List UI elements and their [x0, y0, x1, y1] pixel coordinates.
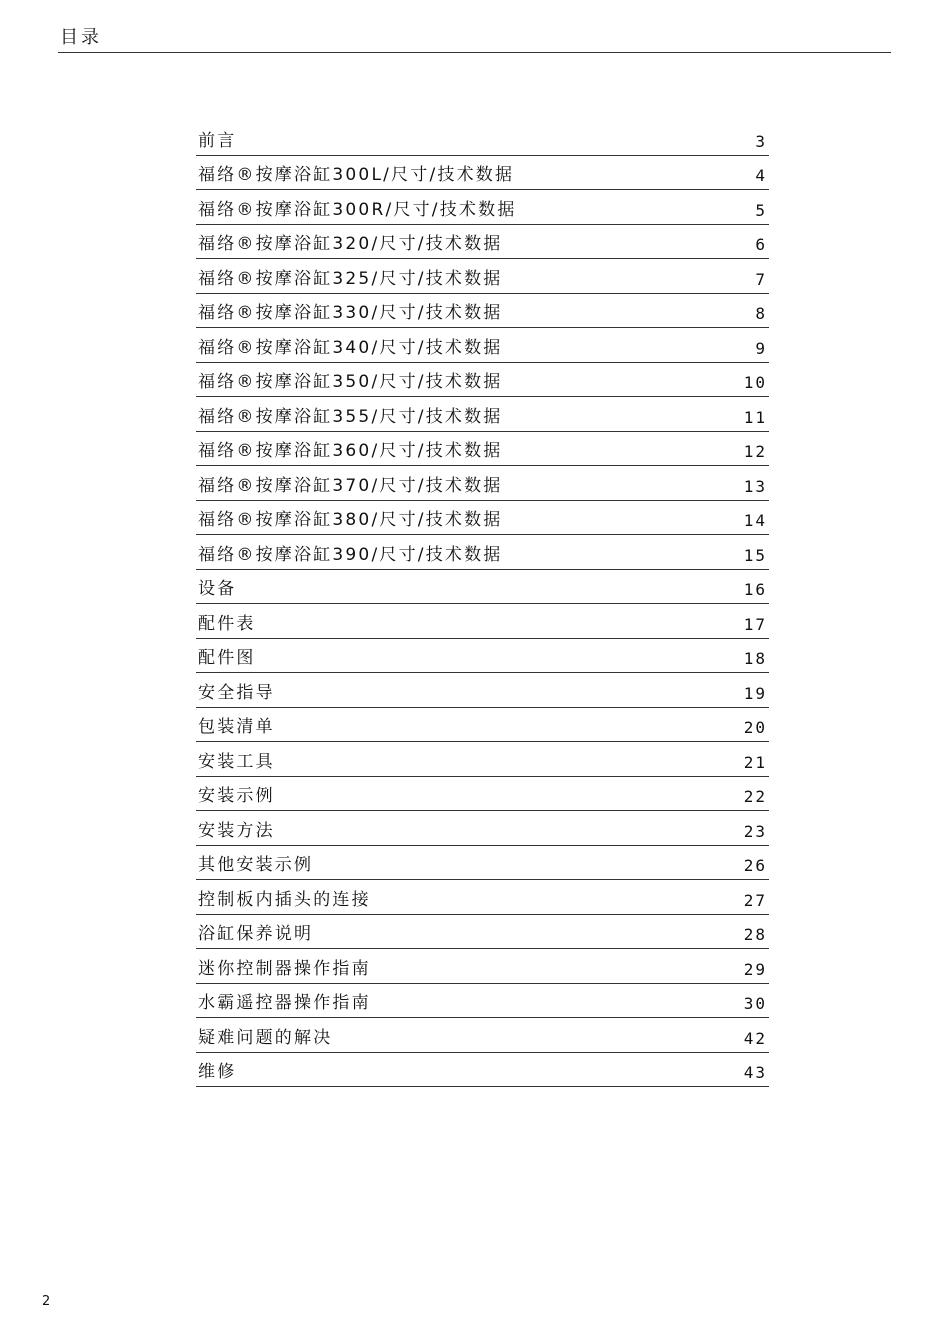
toc-row[interactable] [196, 363, 769, 398]
toc-row[interactable] [196, 984, 769, 1019]
toc-entry-label: 福络®按摩浴缸380/尺寸/技术数据 [198, 510, 503, 530]
toc-entry-page: 6 [755, 235, 767, 254]
page-title: 目录 [60, 27, 102, 48]
toc-entry-page: 11 [743, 407, 767, 427]
toc-entry-label: 其他安装示例 [198, 855, 314, 875]
toc-entry-label: 维修 [198, 1062, 237, 1082]
toc-row[interactable] [196, 846, 769, 881]
toc-entry-label: 安装工具 [198, 751, 275, 772]
toc-entry-page: 9 [755, 338, 767, 358]
toc-row[interactable] [196, 190, 769, 225]
toc-entry-label: 前言 [198, 130, 237, 151]
toc-entry-page: 14 [743, 511, 767, 530]
table-of-contents [196, 121, 769, 1087]
toc-entry-page: 29 [743, 959, 767, 979]
toc-entry-page: 16 [743, 580, 767, 599]
toc-entry-page: 27 [743, 890, 767, 910]
toc-entry-page: 3 [755, 131, 767, 151]
toc-entry-label: 福络®按摩浴缸325/尺寸/技术数据 [198, 268, 503, 289]
toc-entry-label: 福络®按摩浴缸300R/尺寸/技术数据 [198, 199, 517, 220]
toc-row[interactable] [196, 501, 769, 536]
toc-entry-page: 22 [743, 787, 767, 806]
toc-entry-page: 5 [755, 200, 767, 220]
toc-row[interactable] [196, 432, 769, 467]
toc-entry-label: 设备 [198, 579, 237, 599]
toc-entry-page: 20 [743, 718, 767, 737]
toc-entry-label: 福络®按摩浴缸360/尺寸/技术数据 [198, 441, 503, 461]
toc-row[interactable] [196, 811, 769, 846]
page-header [58, 20, 891, 53]
toc-entry-label: 福络®按摩浴缸340/尺寸/技术数据 [198, 337, 503, 358]
toc-entry-label: 疑难问题的解决 [198, 1027, 333, 1048]
toc-row[interactable] [196, 328, 769, 363]
page-number: 2 [42, 1294, 51, 1309]
toc-row[interactable] [196, 225, 769, 260]
toc-row[interactable] [196, 1018, 769, 1053]
toc-entry-page: 10 [743, 373, 767, 392]
toc-entry-page: 28 [743, 925, 767, 944]
toc-entry-page: 26 [743, 856, 767, 875]
toc-entry-page: 17 [743, 614, 767, 634]
toc-entry-label: 安装方法 [198, 820, 275, 841]
toc-row[interactable] [196, 673, 769, 708]
toc-entry-label: 迷你控制器操作指南 [198, 958, 371, 979]
toc-entry-label: 浴缸保养说明 [198, 924, 314, 944]
toc-row[interactable] [196, 742, 769, 777]
toc-entry-label: 配件图 [198, 648, 256, 668]
toc-entry-label: 包装清单 [198, 717, 275, 737]
toc-entry-label: 控制板内插头的连接 [198, 889, 371, 910]
toc-entry-page: 15 [743, 545, 767, 565]
toc-row[interactable] [196, 1053, 769, 1088]
toc-row[interactable] [196, 777, 769, 812]
toc-entry-page: 19 [743, 683, 767, 703]
toc-row[interactable] [196, 949, 769, 984]
toc-row[interactable] [196, 604, 769, 639]
toc-entry-label: 水霸遥控器操作指南 [198, 993, 371, 1013]
toc-entry-page: 42 [743, 1028, 767, 1048]
toc-entry-label: 福络®按摩浴缸320/尺寸/技术数据 [198, 234, 503, 254]
toc-entry-label: 福络®按摩浴缸370/尺寸/技术数据 [198, 475, 503, 496]
toc-entry-label: 福络®按摩浴缸350/尺寸/技术数据 [198, 372, 503, 392]
toc-entry-label: 安装示例 [198, 786, 275, 806]
toc-row[interactable] [196, 397, 769, 432]
toc-row[interactable] [196, 570, 769, 605]
toc-entry-label: 配件表 [198, 613, 256, 634]
toc-entry-page: 12 [743, 442, 767, 461]
toc-entry-page: 23 [743, 821, 767, 841]
toc-row[interactable] [196, 121, 769, 156]
toc-entry-label: 福络®按摩浴缸330/尺寸/技术数据 [198, 303, 503, 323]
toc-row[interactable] [196, 880, 769, 915]
toc-row[interactable] [196, 294, 769, 329]
toc-row[interactable] [196, 535, 769, 570]
toc-entry-page: 18 [743, 649, 767, 668]
toc-entry-label: 福络®按摩浴缸355/尺寸/技术数据 [198, 406, 503, 427]
toc-entry-page: 13 [743, 476, 767, 496]
toc-row[interactable] [196, 259, 769, 294]
toc-entry-page: 7 [755, 269, 767, 289]
toc-entry-page: 30 [743, 994, 767, 1013]
toc-row[interactable] [196, 915, 769, 950]
toc-entry-page: 8 [755, 304, 767, 323]
toc-row[interactable] [196, 639, 769, 674]
toc-entry-page: 43 [743, 1063, 767, 1082]
toc-row[interactable] [196, 156, 769, 191]
toc-entry-page: 21 [743, 752, 767, 772]
toc-row[interactable] [196, 708, 769, 743]
toc-entry-label: 福络®按摩浴缸300L/尺寸/技术数据 [198, 165, 515, 185]
toc-entry-page: 4 [755, 166, 767, 185]
toc-row[interactable] [196, 466, 769, 501]
toc-entry-label: 安全指导 [198, 682, 275, 703]
toc-entry-label: 福络®按摩浴缸390/尺寸/技术数据 [198, 544, 503, 565]
